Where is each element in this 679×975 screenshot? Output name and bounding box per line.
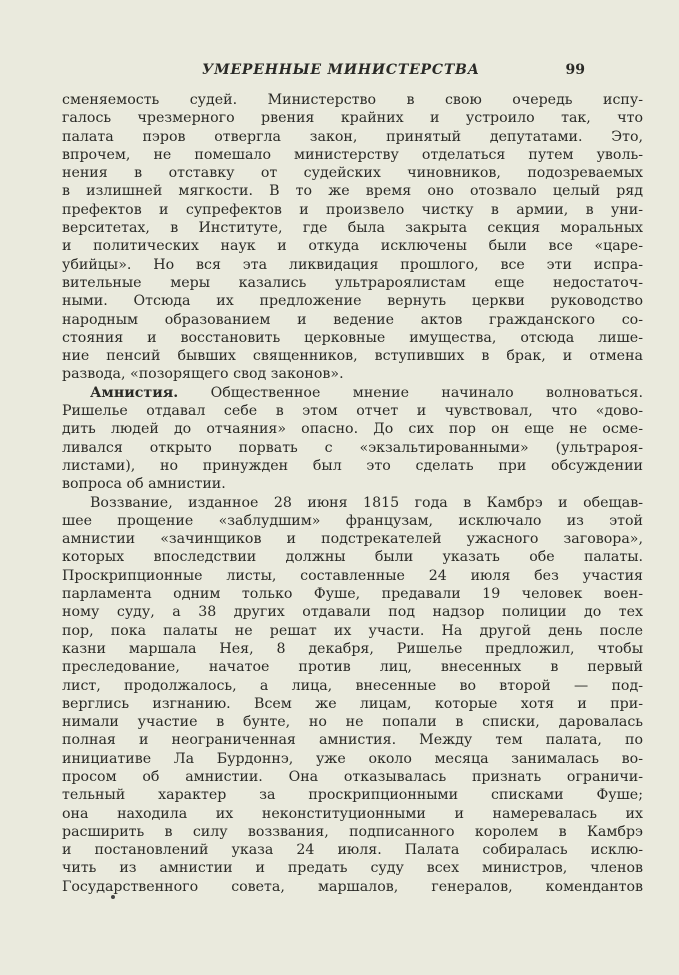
line-text: убийцы». Но вся эта ликвидация прошлого, все эти испра-	[62, 256, 643, 273]
line-text: и политических наук и откуда исключены были все «царе-	[62, 238, 643, 255]
text-line	[62, 457, 643, 475]
text-line	[62, 201, 643, 219]
section-heading: Амнистия.	[90, 384, 179, 401]
line-text: преследование, начатое против лиц, внесенных в первый	[62, 659, 643, 676]
line-text: верглись изгнанию. Всем же лицам, которые хотя и при-	[62, 695, 643, 712]
line-text: вительные меры казались ультрароялистам еще недостаточ-	[62, 274, 643, 291]
text-line	[62, 695, 643, 713]
text-line	[62, 91, 643, 109]
text-line	[62, 603, 643, 621]
line-text: галось чрезмерного рвения крайних и устроило так, что	[62, 110, 643, 127]
page-header	[62, 62, 585, 82]
line-text: ными. Отсюда их предложение вернуть церкви руководство	[62, 293, 643, 310]
line-text: она находила их неконституционными и намеревалась их	[62, 805, 643, 822]
text-line	[62, 494, 643, 512]
text-line	[62, 237, 643, 255]
text-line	[62, 402, 643, 420]
line-text: ному суду, а 38 других отдавали под надзор полиции до тех	[62, 604, 643, 621]
line-text: дить людей до отчаяния» опасно. До сих пор он еще не осме-	[62, 421, 643, 438]
text-line	[62, 859, 643, 877]
line-text: лист, продолжалось, а лица, внесенные во второй — под-	[62, 677, 643, 694]
text-line	[62, 640, 643, 658]
line-text: сменяемость судей. Министерство в свою очередь испу-	[62, 92, 643, 108]
line-text: Общественное мнение начинало волноваться.	[178, 384, 643, 401]
line-text: Проскрипционные листы, составленные 24 июля без участия	[62, 567, 643, 584]
text-line	[62, 109, 643, 127]
text-line	[62, 658, 643, 676]
text-line	[62, 219, 643, 237]
text-line	[62, 292, 643, 310]
line-text: которых впоследствии должны были указать обе палаты.	[62, 549, 643, 566]
line-text: тельный характер за проскрипционными списками Фуше;	[62, 787, 643, 804]
line-text: народным образованием и ведение актов гражданского со-	[62, 311, 643, 328]
text-line	[62, 841, 643, 859]
line-text: палата пэров отвергла закон, принятый депутатами. Это,	[62, 128, 643, 145]
line-text: развода, «позорящего свод законов».	[62, 366, 344, 383]
line-text: вопроса об амнистии.	[62, 476, 226, 493]
line-text: стояния и восстановить церковные имущества, отсюда лише-	[62, 329, 643, 346]
text-line	[62, 128, 643, 146]
line-text: просом об амнистии. Она отказывалась признать ограничи-	[62, 768, 643, 785]
line-text: расширить в силу воззвания, подписанного королем в Камбрэ	[62, 823, 643, 840]
text-line	[62, 365, 643, 383]
text-line	[62, 530, 643, 548]
text-line	[62, 768, 643, 786]
text-line	[62, 146, 643, 164]
text-line	[62, 677, 643, 695]
line-text: парламента одним только Фуше, предавали 19 человек воен-	[62, 586, 643, 603]
line-text: пор, пока палаты не решат их участи. На другой день после	[62, 622, 643, 639]
text-line	[62, 823, 643, 841]
text-line	[62, 182, 643, 200]
text-line	[62, 786, 643, 804]
line-text: Государственного совета, маршалов, генералов, комендантов	[62, 878, 643, 895]
text-line	[62, 878, 643, 896]
text-line	[62, 439, 643, 457]
text-line	[62, 548, 643, 566]
line-text: Воззвание, изданное 28 июня 1815 года в Камбрэ и обещав-	[90, 494, 643, 511]
text-line	[62, 750, 643, 768]
text-line	[62, 256, 643, 274]
text-line	[62, 585, 643, 603]
text-line	[62, 274, 643, 292]
text-line	[62, 622, 643, 640]
line-text: нимали участие в бунте, но не попали в списки, даровалась	[62, 714, 643, 731]
line-text: нения в отставку от судейских чиновников, подозреваемых	[62, 165, 643, 182]
line-text: ние пенсий бывших священников, вступивших в брак, и отмена	[62, 348, 643, 365]
text-line	[62, 329, 643, 347]
line-text: верситетах, в Институте, где была закрыта секция моральных	[62, 220, 643, 237]
text-line	[62, 347, 643, 365]
text-line	[62, 420, 643, 438]
text-line	[62, 311, 643, 329]
line-text: префектов и супрефектов и произвело чистку в армии, в уни-	[62, 201, 643, 218]
text-line	[62, 567, 643, 585]
text-line	[62, 475, 643, 493]
line-text: чить из амнистии и предать суду всех министров, членов	[62, 860, 643, 877]
line-text: полная и неограниченная амнистия. Между тем палата, по	[62, 732, 643, 749]
text-line	[62, 805, 643, 823]
body-text	[62, 91, 643, 896]
line-text: и постановлений указа 24 июля. Палата собиралась исклю-	[62, 842, 643, 859]
text-line	[62, 164, 643, 182]
running-title: УМЕРЕННЫЕ МИНИСТЕРСТВА	[202, 62, 480, 78]
print-speck	[111, 895, 115, 899]
text-line	[62, 384, 643, 402]
page-number: 99	[565, 62, 585, 78]
line-text: амнистии «зачинщиков и подстрекателей ужасного заговора»,	[62, 531, 643, 548]
line-text: инициативе Ла Бурдоннэ, уже около месяца занималась во-	[62, 750, 643, 767]
text-line	[62, 731, 643, 749]
line-text: впрочем, не помешало министерству отделаться путем уволь-	[62, 146, 643, 163]
line-text: шее прощение «заблудшим» французам, исключало из этой	[62, 512, 643, 529]
line-text: казни маршала Нея, 8 декабря, Ришелье предложил, чтобы	[62, 640, 643, 657]
text-line	[62, 713, 643, 731]
line-text: листами), но принужден был это сделать при обсуждении	[62, 457, 643, 474]
line-text: в излишней мягкости. В то же время оно отозвало целый ряд	[62, 183, 643, 200]
line-text: ливался открыто порвать с «экзальтированными» (ультрароя-	[62, 439, 643, 456]
line-text: Ришелье отдавал себе в этом отчет и чувствовал, что «дово-	[62, 403, 643, 420]
text-line	[62, 512, 643, 530]
